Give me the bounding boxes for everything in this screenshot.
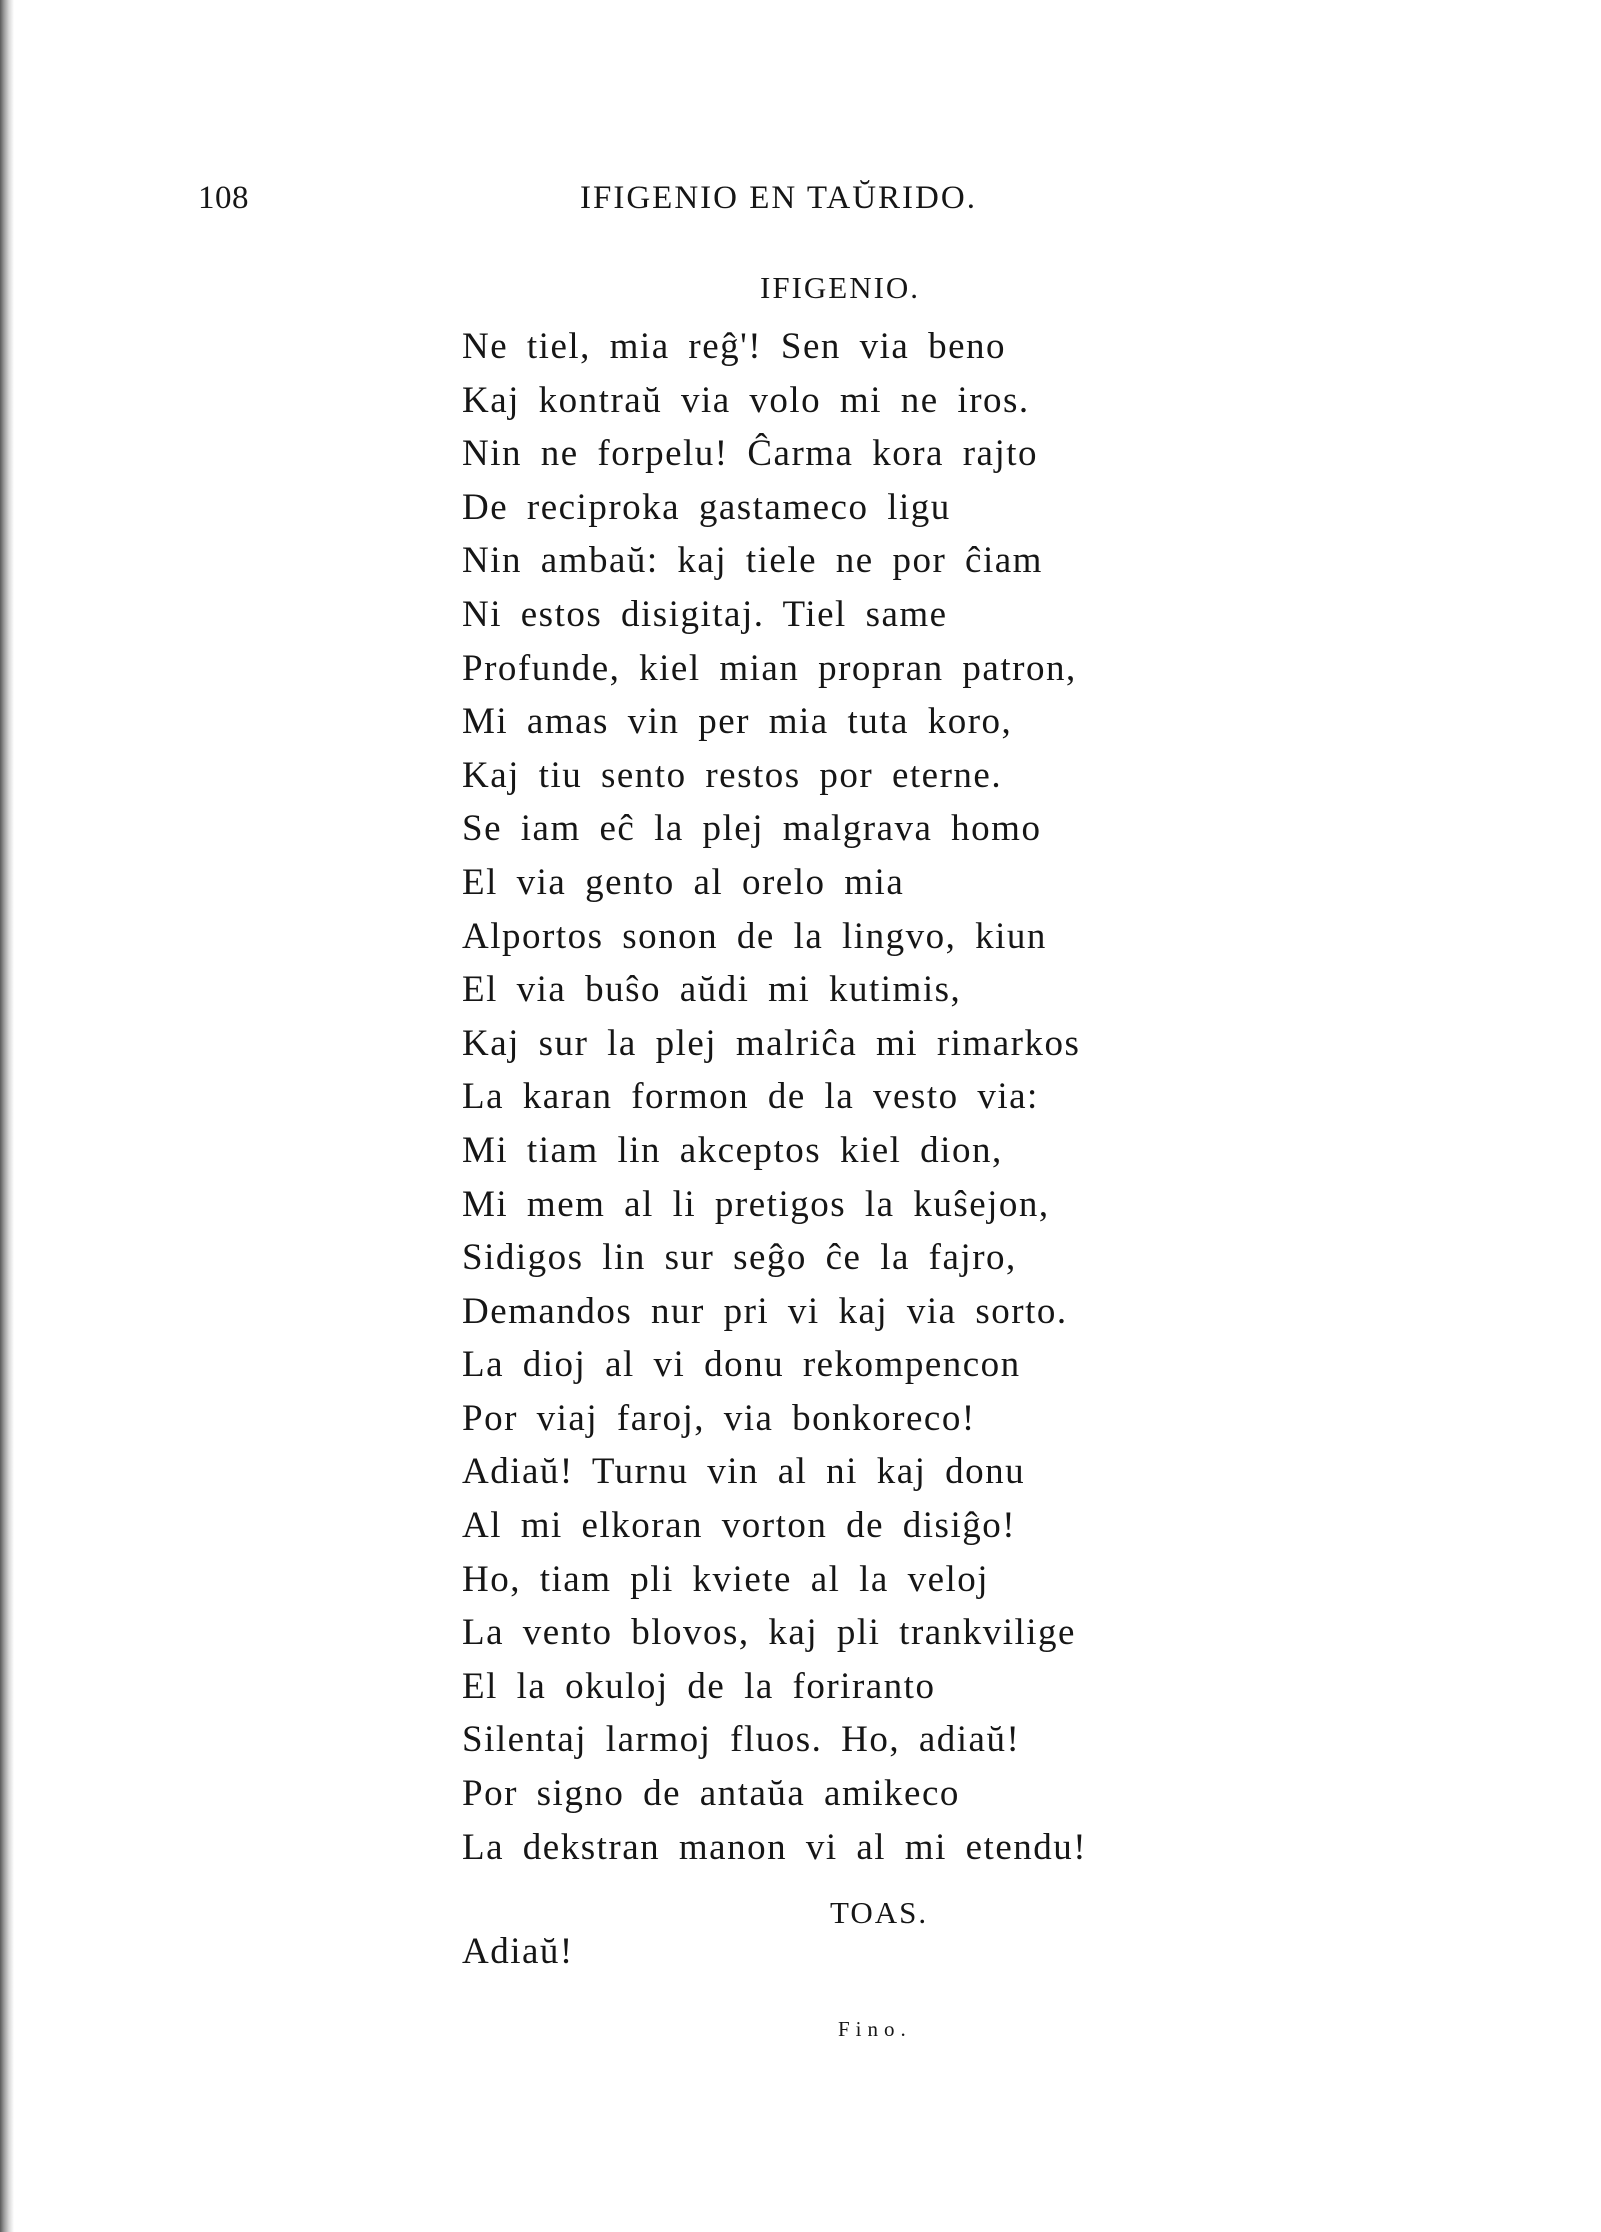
verse-line: Nin ne forpelu! Ĉarma kora rajto	[462, 433, 1039, 475]
reply-line: Adiaŭ!	[462, 1931, 574, 1972]
verse-line: Mi amas vin per mia tuta koro,	[462, 701, 1013, 743]
page-edge-shadow	[0, 0, 14, 2232]
verse-line: Nin ambaŭ: kaj tiele ne por ĉiam	[462, 540, 1043, 582]
verse-line: La vento blovos, kaj pli trankvilige	[462, 1612, 1076, 1654]
verse-line: La dekstran manon vi al mi etendu!	[462, 1826, 1088, 1868]
verse-line: Kaj kontraŭ via volo mi ne iros.	[462, 379, 1030, 421]
verse-line: Por signo de antaŭa amikeco	[462, 1773, 960, 1815]
verse-line: El via gento al orelo mia	[462, 861, 905, 903]
verse-line: Mi tiam lin akceptos kiel dion,	[462, 1129, 1003, 1171]
verse-line: Mi mem al li pretigos la kuŝejon,	[462, 1183, 1050, 1225]
verse-line: De reciproka gastameco ligu	[462, 486, 951, 528]
page-header	[0, 180, 1601, 230]
verse-line: Ni estos disigitaj. Tiel same	[462, 593, 948, 635]
page-number: 108	[198, 180, 249, 216]
verse-line: Profunde, kiel mian propran patron,	[462, 647, 1077, 689]
verse-line: La karan formon de la vesto via:	[462, 1076, 1039, 1118]
running-title: IFIGENIO EN TAŬRIDO.	[580, 180, 977, 216]
verse-line: Sidigos lin sur seĝo ĉe la fajro,	[462, 1237, 1017, 1279]
verse-line: Silentaj larmoj fluos. Ho, adiaŭ!	[462, 1719, 1021, 1761]
speaker-name-toas: TOAS.	[830, 1895, 929, 1930]
speaker-name-ifigenio: IFIGENIO.	[760, 270, 921, 305]
verse-line: Ho, tiam pli kviete al la veloj	[462, 1558, 990, 1600]
verse-line: La dioj al vi donu rekompencon	[462, 1344, 1021, 1386]
verse-block	[462, 320, 1087, 1874]
verse-line: Alportos sonon de la lingvo, kiun	[462, 915, 1047, 957]
verse-line: Kaj sur la plej malriĉa mi rimarkos	[462, 1022, 1081, 1064]
verse-line: Kaj tiu sento restos por eterne.	[462, 754, 1003, 796]
verse-line: El la okuloj de la foriranto	[462, 1665, 936, 1707]
verse-line: Demandos nur pri vi kaj via sorto.	[462, 1290, 1068, 1332]
verse-line: El via buŝo aŭdi mi kutimis,	[462, 969, 962, 1011]
verse-line: Adiaŭ! Turnu vin al ni kaj donu	[462, 1451, 1026, 1493]
verse-line: Al mi elkoran vorton de disiĝo!	[462, 1505, 1017, 1547]
verse-line: Se iam eĉ la plej malgrava homo	[462, 808, 1042, 850]
verse-line: Por viaj faroj, via bonkoreco!	[462, 1397, 976, 1439]
end-mark: Fino.	[838, 2017, 912, 2041]
verse-line: Ne tiel, mia reĝ'! Sen via beno	[462, 326, 1006, 367]
